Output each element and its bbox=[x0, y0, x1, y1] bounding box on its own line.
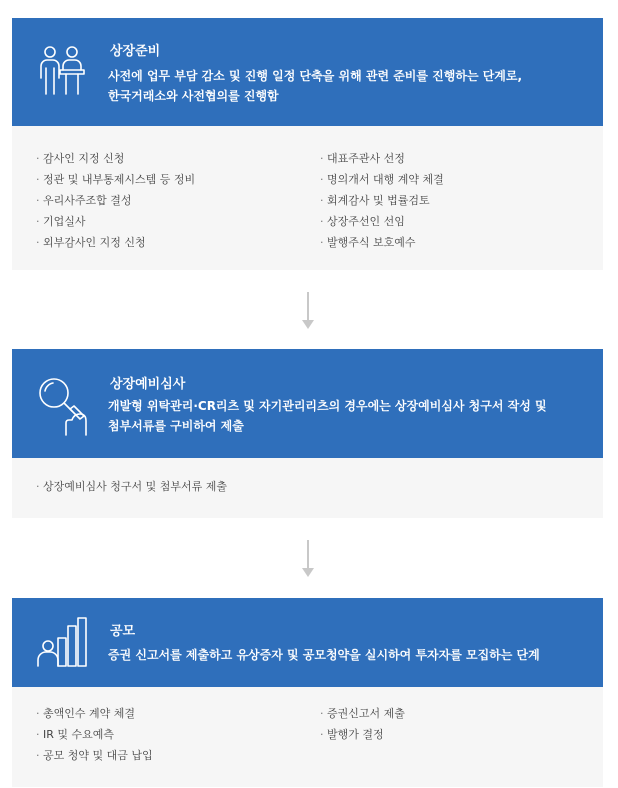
stage-card-public-offering bbox=[12, 598, 603, 787]
stage-header bbox=[12, 349, 603, 458]
down-arrow-icon bbox=[300, 540, 316, 578]
task-list-right bbox=[320, 703, 405, 745]
desc-line: 첨부서류를 구비하여 제출 bbox=[108, 419, 244, 433]
list-item: · 발행가 결정 bbox=[320, 724, 405, 745]
list-item: · 정관 및 내부통제시스템 등 정비 bbox=[36, 169, 195, 190]
list-item: · 명의개서 대행 계약 체결 bbox=[320, 169, 444, 190]
stage-description bbox=[108, 645, 585, 665]
stage-header bbox=[12, 18, 603, 126]
magnifier-hand-icon bbox=[36, 375, 94, 437]
list-item: · 감사인 지정 신청 bbox=[36, 148, 195, 169]
person-chart-icon bbox=[36, 616, 94, 670]
desc-line: 사전에 업무 부담 감소 및 진행 일정 단축을 위해 관련 준비를 진행하는 단계로, bbox=[108, 69, 523, 83]
list-item: · 상장주선인 선임 bbox=[320, 211, 444, 232]
list-item: · 증권신고서 제출 bbox=[320, 703, 405, 724]
desc-line: 개발형 위탁관리·CR리츠 및 자기관리리츠의 경우에는 상장예비심사 청구서 작성 및 bbox=[108, 399, 547, 413]
list-item: · 상장예비심사 청구서 및 첨부서류 제출 bbox=[36, 476, 227, 497]
list-item: · 기업실사 bbox=[36, 211, 195, 232]
list-item: · 우리사주조합 결성 bbox=[36, 190, 195, 211]
stage-description bbox=[108, 66, 585, 106]
list-item: · 회계감사 및 법률검토 bbox=[320, 190, 444, 211]
stage-title: 상장준비 bbox=[110, 44, 161, 59]
task-list-left bbox=[36, 148, 195, 253]
list-item: · 공모 청약 및 대금 납입 bbox=[36, 745, 153, 766]
stage-description bbox=[108, 396, 585, 436]
task-list-left bbox=[36, 476, 227, 497]
list-item: · 총액인수 계약 체결 bbox=[36, 703, 153, 724]
stage-body bbox=[12, 458, 603, 518]
stage-card-listing-prep bbox=[12, 18, 603, 270]
list-item: · 발행주식 보호예수 bbox=[320, 232, 444, 253]
desc-line: 증권 신고서를 제출하고 유상증자 및 공모청약을 실시하여 투자자를 모집하는 단계 bbox=[108, 648, 540, 662]
stage-body bbox=[12, 126, 603, 270]
list-item: · 외부감사인 지정 신청 bbox=[36, 232, 195, 253]
stage-header bbox=[12, 598, 603, 687]
stage-body bbox=[12, 687, 603, 787]
stage-title: 상장예비심사 bbox=[110, 377, 186, 392]
stage-title: 공모 bbox=[110, 624, 136, 639]
people-icon bbox=[36, 44, 94, 102]
list-item: · 대표주관사 선정 bbox=[320, 148, 444, 169]
task-list-right bbox=[320, 148, 444, 253]
list-item: · IR 및 수요예측 bbox=[36, 724, 153, 745]
task-list-left bbox=[36, 703, 153, 766]
stage-card-preliminary-review bbox=[12, 349, 603, 518]
desc-line: 한국거래소와 사전협의를 진행함 bbox=[108, 89, 279, 103]
down-arrow-icon bbox=[300, 292, 316, 330]
